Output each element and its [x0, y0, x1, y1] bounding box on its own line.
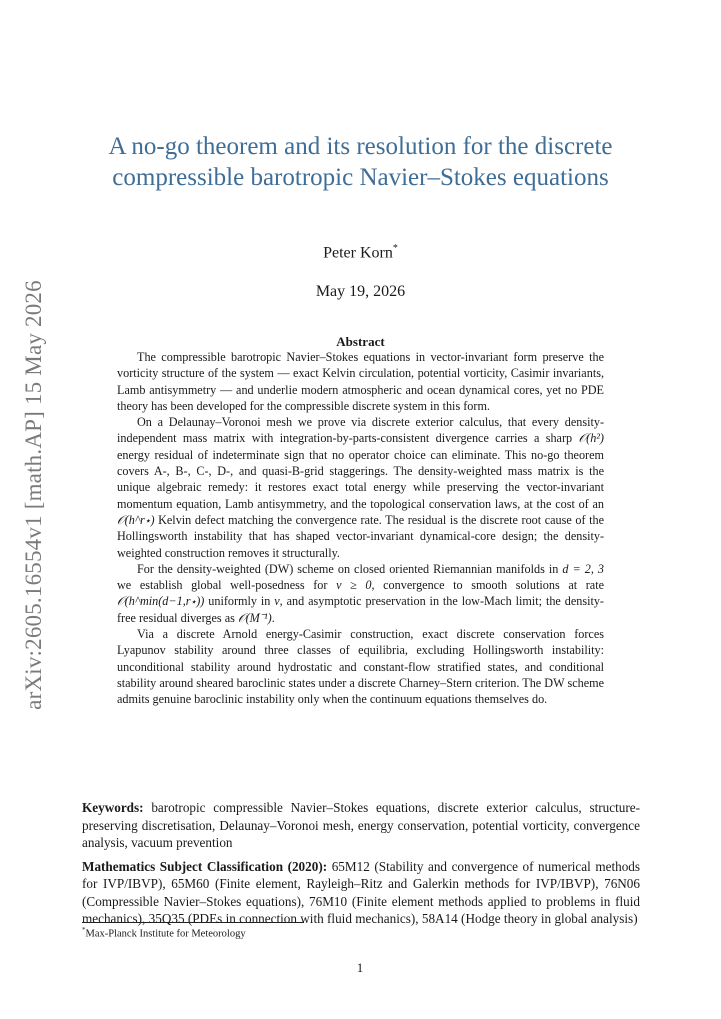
paper-title: A no-go theorem and its resolution for the discrete compressible barotropic Navier–Stokes equations	[108, 133, 613, 191]
keywords	[82, 799, 640, 852]
keywords-text: barotropic compressible Navier–Stokes equations, discrete exterior calculus, structure-preserving discretisation, Delaunay–Voronoi mesh, energy conservation, potential vorticity, convergence analysis, vacuum prevention	[82, 800, 641, 850]
footnote-mark: *	[82, 926, 86, 934]
abstract-paragraph-2: On a Delaunay–Voronoi mesh we prove via discrete exterior calculus, that every density-independent mass matrix with integration-by-parts-consistent divergence carries a sharp 𝒪(h²) energy residual of indeterminate sign that no operator choice can eliminate. This no-go theorem covers A-, B-, C-, D-, and quasi-B-grid staggerings. The density-weighted mass matrix is the unique algebraic remedy: it restores exact total energy while preserving the vector-invariant momentum equation, Lamb antisymmetry, and the topological conservation laws, at the cost of an 𝒪(h^r⋆) Kelvin defect matching the convergence rate. The residual is the discrete root cause of the Hollingsworth instability that has shaped vector-invariant dynamical-core design; the density-weighted construction removes it structurally.	[117, 415, 604, 560]
abstract-paragraph-4: Via a discrete Arnold energy-Casimir construction, exact discrete conservation forces Lyapunov stability around three classes of equilibria, excluding Hollingsworth instability: unconditional stability around hydrostatic and constant-flow stratified states, and conditional stability around sheared baroclinic states under a discrete Charney–Stern criterion. The DW scheme admits genuine baroclinic instability only when the continuum equations themselves do.	[117, 627, 604, 707]
arxiv-stamp	[14, 280, 54, 710]
footnote-rule	[82, 922, 304, 923]
msc-classification	[82, 858, 640, 928]
author	[70, 243, 651, 262]
page-number: 1	[356, 960, 364, 975]
msc-label: Mathematics Subject Classification (2020):	[82, 858, 328, 874]
keywords-label: Keywords:	[82, 800, 144, 815]
author-name: Peter Korn	[323, 244, 393, 262]
keywords-section	[82, 799, 640, 934]
footnote	[82, 926, 642, 940]
abstract-paragraph-3: For the density-weighted (DW) scheme on closed oriented Riemannian manifolds in d = 2, 3 we establish global well-posedness for ν ≥ 0, convergence to smooth solutions at rate 𝒪(h^min(d−1,r⋆)) uniformly in ν, and asymptotic preservation in the low-Mach limit; the density-free residual diverges as 𝒪(M⁻¹).	[117, 561, 605, 625]
paper-date: May 19, 2026	[315, 283, 406, 300]
abstract-heading: Abstract	[336, 334, 385, 349]
abstract-paragraph-1: The compressible barotropic Navier–Stokes equations in vector-invariant form preserve the vorticity structure of the system — exact Kelvin circulation, potential vorticity, Casimir invariants, Lamb antisymmetry — and underlie modern atmospheric and ocean dynamical cores, yet no PDE theory has been developed for the compressible discrete system in this form.	[117, 350, 604, 413]
msc-text: 65M12 (Stability and convergence of numerical methods for IVP/IBVP), 65M60 (Finite element, Rayleigh–Ritz and Galerkin methods for IVP/IBVP), 76N06 (Compressible Navier–Stokes equations), 76M10 (Finite element methods applied to problems in fluid mechanics), 35Q35 (PDEs in connection with fluid mechanics), 58A14 (Hodge theory in global analysis)	[82, 858, 641, 926]
author-footnote-mark: *	[392, 243, 398, 254]
arxiv-stamp-text: arXiv:2605.16554v1 [math.AP] 15 May 2026	[21, 280, 46, 710]
abstract-body	[117, 349, 604, 708]
footnote-text: Max-Planck Institute for Meteorology	[85, 928, 246, 940]
